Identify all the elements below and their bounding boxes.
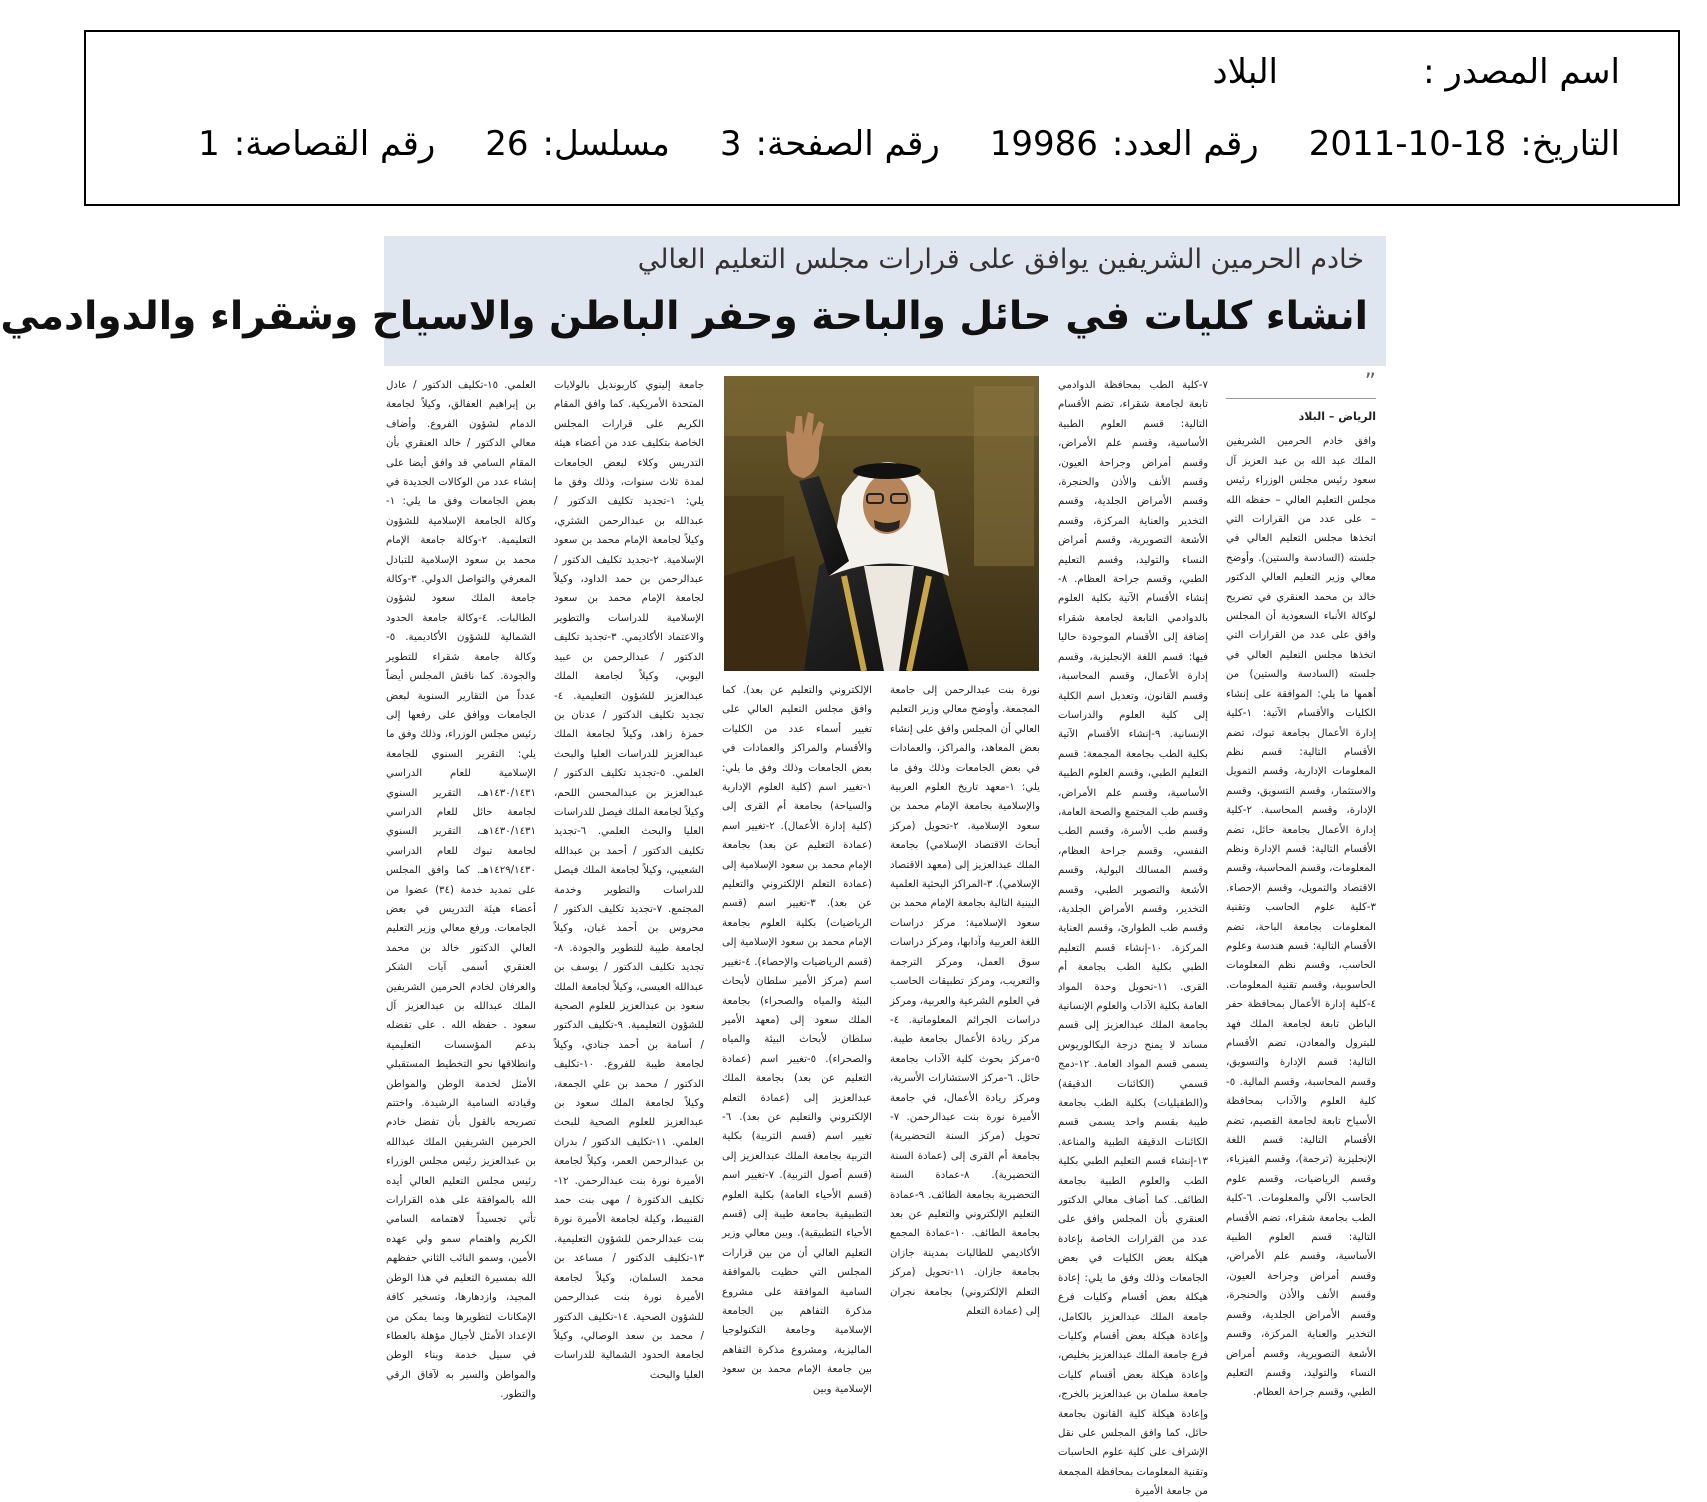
serial-value: 26: [485, 124, 529, 164]
king-photo-illustration: [724, 376, 1039, 671]
column-text: ٧-كلية الطب بمحافظة الدوادمي تابعة لجامعة شقراء، تضم الأقسام التالية: قسم العلوم الطبية الأساسية، وقسم علم الأمراض، وقسم أمراض وجراحة العيون، وقسم الأنف والأذن والحنجرة، وقسم الأمراض الجلدية، وقسم التخدير والعناية المركزة، وقسم الأشعة التصويرية، وقسم أمراض النساء والتوليد، وقسم التعليم الطبي، وقسم جراحة العظام. ٨-إنشاء الأقسام الآتية بكلية العلوم بالدوادمي التابعة لجامعة شقراء إضافة إلى الأقسام الموجودة حاليا فيها: قسم اللغة الإنجليزية، وقسم إدارة الأعمال، وقسم المحاسبة، وقسم القانون، وتعديل اسم الكلية إلى كلية العلوم والدراسات الإنسانية. ٩-إنشاء الأقسام الآتية بكلية الطب بجامعة المجمعة: قسم التعليم الطبي، وقسم العلوم الطبية الأساسية، وقسم علم الأمراض، وقسم طب المجتمع والصحة العامة، وقسم طب الأسرة، وقسم الطب النفسي، وقسم جراحة العظام، وقسم المسالك البولية، وقسم الأشعة والتصوير الطبي، وقسم التخدير، وقسم الأمراض الجلدية، وقسم طب الطوارئ، وقسم العناية المركزة. ١٠-إنشاء قسم التعليم الطبي بكلية الطب بجامعة أم القرى. ١١-تحويل وحدة المواد العامة بكلية الآداب والعلوم الإنسانية بجامعة الملك عبدالعزيز إلى قسم مساند لا يمنح درجة البكالوريوس يسمى قسم المواد العامة. ١٢-دمج قسمي (الكائنات الدقيقة) و(الطفيليات) بكلية الطب بجامعة طيبة بقسم واحد يسمى قسم الكائنات الدقيقة الطبية والمناعة. ١٣-إنشاء قسم التعليم الطبي بكلية الطب والعلوم الطبية بجامعة الطائف. كما أضاف معالي الدكتور العنقري بأن المجلس وافق على عدد من القرارات الخاصة بإعادة هيكلة بعض الكليات في بعض الجامعات وذلك وفق ما يلي: إعادة هيكلة بعض أقسام وكليات فرع جامعة الملك عبدالعزيز بالكامل، وإعادة هيكلة بعض أقسام وكليات فرع جامعة الملك عبدالعزيز بخليص، وإعادة هيكلة بعض أقسام كليات جامعة سلمان بن عبدالعزيز بالخرج، وإعادة هيكلة كلية القانون بجامعة حائل، كما وافق المجلس على نقل الإشراف على كلية علوم الحاسبات وتقنية المعلومات بمحافظة المجمعة من جامعة الأميرة: [1058, 380, 1208, 1498]
headline-band: [0, 236, 1386, 366]
column-text: وافق خادم الحرمين الشريفين الملك عبد الله بن عبد العزيز آل سعود رئيس مجلس الوزراء رئيس مجلس التعليم العالي – حفظه الله – على عدد من القرارات التي اتخذها مجلس التعليم العالي في جلسته (السادسة والستين). وأوضح معالي وزير التعليم العالي الدكتور خالد بن محمد العنقري في تصريح لوكالة الأنباء السعودية أن المجلس وافق على عدد من القرارات التي اتخذها مجلس التعليم العالي في جلسته (السادسة والستين) من أهمها ما يلي: الموافقة على إنشاء الكليات والأقسام الآتية: ١-كلية إدارة الأعمال بجامعة تبوك، تضم الأقسام التالية: قسم نظم المعلومات الإدارية، وقسم التمويل والاستثمار، وقسم التسويق، وقسم الإدارة، وقسم المحاسبة. ٢-كلية إدارة الأعمال بجامعة حائل، تضم الأقسام التالية: قسم الإدارة ونظم المعلومات، وقسم المحاسبة، وقسم الاقتصاد والتمويل، وقسم الإحصاء. ٣-كلية علوم الحاسب وتقنية المعلومات بجامعة الباحة، تضم الأقسام التالية: قسم هندسة وعلوم الحاسب، وقسم نظم المعلومات الحاسوبية، وقسم تقنية المعلومات. ٤-كلية إدارة الأعمال بمحافظة حفر الباطن تابعة لجامعة الملك فهد للبترول والمعادن، تضم الأقسام التالية: قسم الإدارة والتسويق، وقسم المحاسبة، وقسم المالية. ٥-كلية العلوم والآداب بمحافظة الأسياح تابعة لجامعة القصيم، تضم الأقسام التالية: قسم اللغة الإنجليزية (ترجمة)، وقسم الفيزياء، وقسم الرياضيات، وقسم علوم الحاسب الآلي والمعلومات. ٦-كلية الطب بجامعة شقراء، تضم الأقسام التالية: قسم العلوم الطبية الأساسية، وقسم علم الأمراض، وقسم أمراض وجراحة العيون، وقسم الأنف والأذن والحنجرة، وقسم الأمراض الجلدية، وقسم التخدير والعناية المركزة، وقسم الأشعة التصويرية، وقسم أمراض النساء والتوليد، وقسم التعليم الطبي، وقسم جراحة العظام.: [1226, 436, 1376, 1399]
article-column-5: [554, 376, 705, 1381]
article-dateline: الرياض – البلاد: [1226, 398, 1376, 426]
article-column-6: [386, 376, 537, 1401]
article-column-4: [722, 681, 873, 1395]
metadata-line: [198, 124, 1620, 164]
page-label: رقم الصفحة:: [755, 124, 940, 164]
clip-label: رقم القصاصة:: [233, 124, 436, 164]
source-label: اسم المصدر :: [1423, 52, 1620, 92]
newspaper-clipping: [0, 236, 1386, 1498]
article-column-1: [1226, 370, 1376, 1399]
date-label: التاريخ:: [1520, 124, 1620, 164]
quote-mark-icon: ”: [1364, 370, 1376, 395]
column-text: جامعة إلينوي كاربونديل بالولايات المتحدة الأمريكية. كما وافق المقام الكريم على قرارات المجلس الخاصة بتكليف عدد من أعضاء هيئة التدريس وكلاء لبعض الجامعات لمدة ثلاث سنوات، وذلك وفق ما يلي: ١-تجديد تكليف الدكتور / عبدالله بن عبدالرحمن الشثري، وكيلاً لجامعة الإمام محمد بن سعود الإسلامية. ٢-تجديد تكليف الدكتور / عبدالرحمن بن حمد الداود، وكيلاً لجامعة الإمام محمد بن سعود الإسلامية للدراسات والتطوير والاعتماد الأكاديمي. ٣-تجديد تكليف الدكتور / عبدالرحمن بن عبيد اليوبي، وكيلاً لجامعة الملك عبدالعزيز للشؤون التعليمية. ٤-تجديد تكليف الدكتور / عدنان بن حمزة زاهد، وكيلاً لجامعة الملك عبدالعزيز للدراسات العليا والبحث العلمي. ٥-تجديد تكليف الدكتور / عبدالعزيز بن عبدالمحسن اللحم، وكيلاً لجامعة الملك فيصل للدراسات العليا والبحث العلمي. ٦-تجديد تكليف الدكتور / أحمد بن عبدالله الشعيبي، وكيلاً لجامعة الملك فيصل للدراسات والتطوير وخدمة المجتمع. ٧-تجديد تكليف الدكتور / محروس بن أحمد غبان، وكيلاً لجامعة طيبة للتطوير والجودة. ٨-تجديد تكليف الدكتور / يوسف بن عبدالله العيسى، وكيلاً لجامعة الملك سعود بن عبدالعزيز للعلوم الصحية للشؤون التعليمية. ٩-تكليف الدكتور / أسامة بن أحمد جنادي، وكيلاً لجامعة طيبة للفروع. ١٠-تكليف الدكتور / محمد بن علي الجمعة، وكيلاً لجامعة الملك سعود بن عبدالعزيز للعلوم الصحية للبحث العلمي. ١١-تكليف الدكتور / بدران بن عبدالرحمن العمر، وكيلاً لجامعة الأميرة نورة بنت عبدالرحمن. ١٢-تكليف الدكتورة / مهى بنت حمد القنيبط، وكيلة لجامعة الأميرة نورة بنت عبدالرحمن للشؤون التعليمية. ١٣-تكليف الدكتور / مساعد بن محمد السلمان، وكيلاً لجامعة الأميرة نورة بنت عبدالرحمن للشؤون الصحية. ١٤-تكليف الدكتور / محمد بن سعد الوصالي، وكيلاً لجامعة الحدود الشمالية للدراسات العليا والبحث: [554, 380, 705, 1381]
page-value: 3: [719, 124, 742, 164]
clipping-metadata-box: [84, 30, 1680, 206]
issue-label: رقم العدد:: [1111, 124, 1259, 164]
column-text: العلمي. ١٥-تكليف الدكتور / عادل بن إبراهيم العفالق، وكيلاً لجامعة الدمام لشؤون الفروع. وأضاف معالي الدكتور / خالد العنقري بأن المقام السامي قد وافق أيضا على إنشاء عدد من الوكالات الجديدة في بعض الجامعات وفق ما يلي: ١-وكالة الجامعة الإسلامية للشؤون التعليمية. ٢-وكالة جامعة الإمام محمد بن سعود الإسلامية للتبادل المعرفي والتواصل الدولي. ٣-وكالة جامعة الملك سعود لشؤون الطالبات. ٤-وكالة جامعة الحدود الشمالية للشؤون الأكاديمية. ٥-وكالة جامعة شقراء للتطوير والجودة. كما ناقش المجلس أيضاً عدداً من التقارير السنوية لبعض الجامعات ووافق على رفعها إلى رئيس مجلس الوزراء، وذلك وفق ما يلي: التقرير السنوي للجامعة الإسلامية للعام الدراسي ١٤٣٠/١٤٣١هـ، التقرير السنوي لجامعة حائل للعام الدراسي ١٤٣٠/١٤٣١هـ، التقرير السنوي لجامعة تبوك للعام الدراسي ١٤٢٩/١٤٣٠هـ. كما وافق المجلس على تمديد خدمة (٣٤) عضوا من أعضاء هيئة التدريس في بعض الجامعات. ورفع معالي وزير التعليم العالي الدكتور خالد بن محمد العنقري أسمى آيات الشكر والعرفان لخادم الحرمين الشريفين الملك عبدالله بن عبدالعزيز آل سعود . حفظه الله . على تفضله بدعم المؤسسات التعليمية وانطلاقها نحو التخطيط المستقبلي الأمثل لخدمة الوطن والمواطن وقيادته السامية الرشيدة. واختتم تصريحه بالقول بأن تفضل خادم الحرمين الشريفين الملك عبدالله بن عبدالعزيز رئيس مجلس الوزراء رئيس مجلس التعليم العالي أيده الله بالموافقة على هذه القرارات تأتي تجسيداً لاهتمامه السامي الكريم واهتمام سمو ولي عهده الأمين، وسمو النائب الثاني حفظهم الله بمسيرة التعليم في هذا الوطن المجيد، وازدهارها، وتسخير كافة الإمكانات لتطويرها وبما يمكن من الإعداد الأمثل لأجيال مؤهلة بالعطاء في سبيل خدمة وبناء الوطن والمواطن والسير به لآفاق الرقي والتطور.: [386, 380, 537, 1401]
article-column-3: [890, 681, 1040, 1361]
article-kicker: خادم الحرمين الشريفين يوافق على قرارات مجلس التعليم العالي: [637, 244, 1364, 275]
column-text: الإلكتروني والتعليم عن بعد). كما وافق مجلس التعليم العالي على تغيير أسماء عدد من الكليات والأقسام والمراكز والعمادات في بعض الجامعات وذلك وفق ما يلي: ١-تغيير اسم (كلية العلوم الإدارية والسياحة) بجامعة أم القرى إلى (كلية إدارة الأعمال). ٢-تغيير اسم (عمادة التعليم عن بعد) بجامعة الإمام محمد بن سعود الإسلامية إلى (عمادة التعلم الإلكتروني والتعليم عن بعد). ٣-تغيير اسم (قسم الرياضيات) بكلية العلوم بجامعة الإمام محمد بن سعود الإسلامية إلى (قسم الرياضيات والإحصاء). ٤-تغيير اسم (مركز الأمير سلطان لأبحاث البيئة والمياه والصحراء) بجامعة الملك سعود إلى (معهد الأمير سلطان لأبحاث البيئة والمياه والصحراء). ٥-تغيير اسم (عمادة التعليم عن بعد) بجامعة الملك عبدالعزيز إلى (عمادة التعلم الإلكتروني والتعليم عن بعد). ٦-تغيير اسم (قسم التربية) بكلية التربية بجامعة الملك عبدالعزيز إلى (قسم أصول التربية). ٧-تغيير اسم (قسم الأحياء العامة) بكلية العلوم التطبيقية بجامعة طيبة إلى (قسم الأحياء التطبيقية). وبين معالي وزير التعليم العالي أن من بين قرارات المجلس التي حظيت بالموافقة السامية الموافقة على مشروع مذكرة التفاهم بين الجامعة الإسلامية وجامعة التكنولوجيا الماليزية، ومشروع مذكرة التفاهم بين جامعة الإمام محمد بن سعود الإسلامية وبين: [722, 685, 873, 1395]
source-value: البلاد: [1212, 52, 1278, 92]
serial-label: مسلسل:: [542, 124, 670, 164]
king-photo: [724, 376, 1039, 671]
column-text: نورة بنت عبدالرحمن إلى جامعة المجمعة. وأوضح معالي وزير التعليم العالي أن المجلس وافق على إنشاء بعض المعاهد، والمراكز، والعمادات في بعض الجامعات وذلك وفق ما يلي: ١-معهد تاريخ العلوم العربية والإسلامية بجامعة الإمام محمد بن سعود الإسلامية. ٢-تحويل (مركز أبحاث الاقتصاد الإسلامي) بجامعة الملك عبدالعزيز إلى (معهد الاقتصاد الإسلامي). ٣-المراكز البحثية العلمية البينية التالية بجامعة الإمام محمد بن سعود الإسلامية: مركز دراسات اللغة العربية وآدابها، ومركز دراسات سوق العمل، ومركز الترجمة والتعريب، ومركز تطبيقات الحاسب في العلوم الشرعية والعربية، ومركز دراسات الجرائم المعلوماتية. ٤-مركز ريادة الأعمال بجامعة طيبة. ٥-مركز بحوث كلية الآداب بجامعة حائل. ٦-مركز الاستشارات الأسرية، ومركز ريادة الأعمال، في جامعة الأميرة نورة بنت عبدالرحمن. ٧-تحويل (مركز السنة التحضيرية) بجامعة أم القرى إلى (عمادة السنة التحضيرية). ٨-عمادة السنة التحضيرية بجامعة الطائف. ٩-عمادة التعليم الإلكتروني والتعليم عن بعد بجامعة الطائف. ١٠-عمادة المجمع الأكاديمي للطالبات بمدينة جازان بجامعة جازان. ١١-تحويل (مركز التعلم الإلكتروني) بجامعة نجران إلى (عمادة التعلم: [890, 685, 1041, 1317]
issue-value: 19986: [989, 124, 1098, 164]
date-value: 2011-10-18: [1308, 124, 1507, 164]
clip-value: 1: [198, 124, 220, 164]
article-column-2: [1058, 376, 1208, 1498]
article-headline: انشاء كليات في حائل والباحة وحفر الباطن والاسياح وشقراء والدوادمي: [0, 294, 1368, 339]
